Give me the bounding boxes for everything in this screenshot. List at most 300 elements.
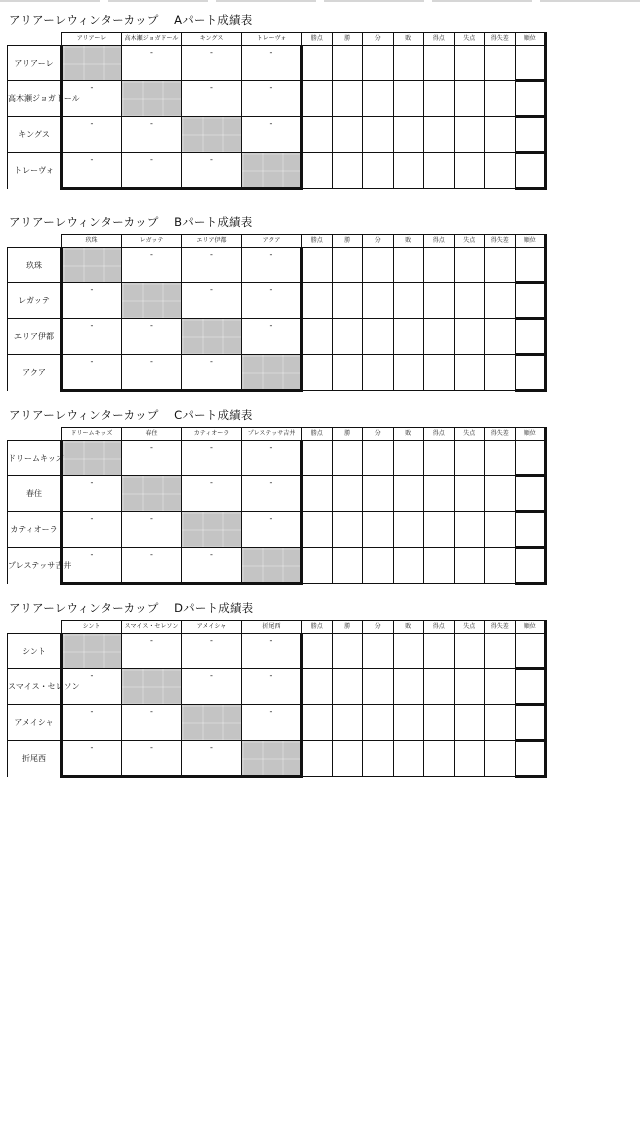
- stat-cell: [515, 548, 546, 584]
- stat-cell: [363, 548, 394, 584]
- team-name: [8, 46, 62, 81]
- match-result-cell: [122, 548, 182, 584]
- stat-cell: [363, 248, 394, 283]
- stat-header: 得点: [424, 621, 455, 634]
- header-row: [8, 33, 546, 46]
- team-name-label: 折尾西: [22, 754, 46, 764]
- stat-cell: [302, 117, 333, 153]
- stat-header: 得失差: [485, 621, 516, 634]
- stat-cell: [485, 512, 516, 548]
- part-section: [0, 600, 640, 764]
- stat-cell: [424, 319, 455, 355]
- stat-cell: [424, 283, 455, 319]
- result-placeholder: -: [150, 357, 153, 366]
- team-name-label: エリア伊都: [14, 332, 54, 341]
- match-result-cell: [182, 634, 242, 669]
- team-name-label: 玖珠: [26, 260, 42, 270]
- opponent-header: アクア: [242, 235, 302, 248]
- stat-cell: [332, 705, 363, 741]
- stat-cell: [485, 248, 516, 283]
- team-row: [8, 705, 546, 741]
- stat-cell: [454, 441, 485, 476]
- team-name-label: プレステッサ吉井: [8, 561, 72, 571]
- match-result-cell: [242, 669, 302, 705]
- match-result-cell: [182, 548, 242, 584]
- match-result-cell: [122, 512, 182, 548]
- match-result-cell: [62, 741, 122, 777]
- opponent-header: ドリームキッズ: [62, 428, 122, 441]
- stat-cell: [424, 81, 455, 117]
- result-placeholder: -: [150, 443, 153, 452]
- stat-header: 失点: [454, 235, 485, 248]
- result-placeholder: -: [90, 321, 94, 330]
- team-name-label: カティオーラ: [10, 525, 58, 534]
- stat-cell: [454, 705, 485, 741]
- stat-cell: [515, 46, 546, 81]
- team-row: [8, 355, 546, 391]
- self-match-cell: [62, 248, 122, 283]
- stat-cell: [515, 248, 546, 283]
- team-name: [8, 512, 62, 548]
- stat-cell: [485, 283, 516, 319]
- stat-cell: [454, 548, 485, 584]
- self-match-cell: [62, 634, 122, 669]
- stat-header: 分: [363, 621, 394, 634]
- result-placeholder: -: [150, 119, 153, 128]
- stat-cell: [485, 153, 516, 189]
- stat-cell: [393, 548, 424, 584]
- team-name-label: レガッテ: [18, 296, 50, 305]
- stat-cell: [363, 741, 394, 777]
- stat-header: 勝: [332, 235, 363, 248]
- opponent-header: 春住: [122, 428, 182, 441]
- result-placeholder: -: [150, 250, 153, 259]
- match-result-cell: [182, 46, 242, 81]
- stat-cell: [393, 634, 424, 669]
- stat-cell: [332, 46, 363, 81]
- match-result-cell: [242, 117, 302, 153]
- match-result-cell: [122, 248, 182, 283]
- stat-header: 敗: [393, 235, 424, 248]
- team-name-label: 春住: [26, 489, 42, 498]
- stat-cell: [363, 512, 394, 548]
- stat-cell: [485, 441, 516, 476]
- stat-cell: [302, 153, 333, 189]
- team-name: [8, 355, 62, 391]
- team-name: [8, 319, 62, 355]
- opponent-header: レガッテ: [122, 235, 182, 248]
- stat-cell: [424, 705, 455, 741]
- opponent-header: 玖珠: [62, 235, 122, 248]
- team-name: [8, 548, 72, 584]
- stat-cell: [515, 512, 546, 548]
- stat-cell: [393, 669, 424, 705]
- stat-cell: [515, 634, 546, 669]
- stat-cell: [363, 669, 394, 705]
- stat-header: 順位: [515, 621, 546, 634]
- result-placeholder: -: [150, 550, 153, 559]
- top-scroll-strip: [0, 0, 640, 3]
- self-match-cell: [242, 355, 302, 391]
- result-placeholder: -: [210, 285, 213, 294]
- result-placeholder: -: [90, 357, 94, 366]
- stat-cell: [393, 46, 424, 81]
- match-result-cell: [122, 634, 182, 669]
- team-name-label: トレーヴォ: [14, 166, 54, 176]
- stat-header: 勝: [332, 621, 363, 634]
- team-row: [8, 319, 546, 355]
- stat-cell: [393, 355, 424, 391]
- match-result-cell: [242, 248, 302, 283]
- opponent-header: アメイシャ: [182, 621, 242, 634]
- stat-cell: [332, 548, 363, 584]
- match-result-cell: [242, 512, 302, 548]
- stat-cell: [424, 117, 455, 153]
- stat-cell: [302, 512, 333, 548]
- stat-cell: [363, 117, 394, 153]
- result-placeholder: -: [269, 514, 273, 523]
- opponent-header: シント: [62, 621, 122, 634]
- stat-cell: [515, 355, 546, 391]
- opponent-header: プレステッサ吉井: [242, 428, 302, 441]
- team-name: [8, 283, 62, 319]
- stat-cell: [302, 669, 333, 705]
- stat-cell: [454, 741, 485, 777]
- stat-cell: [332, 355, 363, 391]
- stat-cell: [454, 46, 485, 81]
- team-row: [8, 634, 546, 669]
- stat-cell: [393, 441, 424, 476]
- match-result-cell: [62, 476, 122, 512]
- stat-cell: [302, 46, 333, 81]
- match-result-cell: [122, 741, 182, 777]
- match-result-cell: [122, 441, 182, 476]
- self-match-cell: [122, 669, 182, 705]
- match-result-cell: [62, 705, 122, 741]
- team-name-label: スマイス・セレソン: [8, 682, 80, 691]
- result-placeholder: -: [269, 48, 273, 57]
- stat-cell: [515, 283, 546, 319]
- stat-header: 順位: [515, 428, 546, 441]
- match-result-cell: [182, 669, 242, 705]
- team-row: [8, 248, 546, 283]
- stat-header: 得点: [424, 33, 455, 46]
- result-placeholder: -: [90, 671, 94, 680]
- result-placeholder: -: [210, 83, 213, 92]
- stat-header: 得失差: [485, 235, 516, 248]
- match-result-cell: [242, 476, 302, 512]
- stat-header: 順位: [515, 235, 546, 248]
- stat-cell: [302, 476, 333, 512]
- stat-cell: [454, 512, 485, 548]
- stat-cell: [363, 441, 394, 476]
- self-match-cell: [122, 81, 182, 117]
- stat-header: 失点: [454, 33, 485, 46]
- stat-header: 失点: [454, 621, 485, 634]
- stat-cell: [515, 669, 546, 705]
- match-result-cell: [182, 248, 242, 283]
- self-match-cell: [62, 46, 122, 81]
- result-placeholder: -: [269, 443, 273, 452]
- stat-cell: [332, 153, 363, 189]
- stat-cell: [332, 669, 363, 705]
- part-title: アリアーレウィンターカップ Aパート成績表: [9, 13, 253, 27]
- stat-header: 得失差: [485, 428, 516, 441]
- standings-table: [7, 620, 547, 778]
- self-match-cell: [242, 741, 302, 777]
- opponent-header: 高木瀬ジョガドール: [122, 33, 182, 46]
- team-row: [8, 669, 546, 705]
- corner-cell: [8, 621, 62, 634]
- result-placeholder: -: [210, 478, 213, 487]
- team-row: [8, 153, 546, 189]
- stat-cell: [485, 741, 516, 777]
- stat-cell: [424, 512, 455, 548]
- self-match-cell: [182, 512, 242, 548]
- stat-cell: [454, 117, 485, 153]
- match-result-cell: [242, 634, 302, 669]
- team-name: [8, 441, 62, 476]
- match-result-cell: [122, 46, 182, 81]
- result-placeholder: -: [90, 285, 94, 294]
- match-result-cell: [182, 476, 242, 512]
- stat-cell: [424, 46, 455, 81]
- stat-cell: [454, 319, 485, 355]
- stat-cell: [393, 319, 424, 355]
- stat-cell: [332, 634, 363, 669]
- stat-cell: [363, 153, 394, 189]
- stat-cell: [332, 81, 363, 117]
- match-result-cell: [122, 319, 182, 355]
- stat-cell: [302, 81, 333, 117]
- match-result-cell: [242, 81, 302, 117]
- result-placeholder: -: [90, 155, 94, 164]
- corner-cell: [8, 428, 62, 441]
- stat-cell: [393, 248, 424, 283]
- team-name-label: 高木瀬ジョガドール: [8, 94, 80, 103]
- stat-cell: [454, 248, 485, 283]
- result-placeholder: -: [210, 671, 213, 680]
- stat-cell: [485, 476, 516, 512]
- stat-cell: [424, 548, 455, 584]
- result-placeholder: -: [90, 83, 94, 92]
- opponent-header: エリア伊都: [182, 235, 242, 248]
- stat-cell: [424, 634, 455, 669]
- header-row: [8, 235, 546, 248]
- result-placeholder: -: [210, 550, 213, 559]
- stat-cell: [332, 741, 363, 777]
- result-placeholder: -: [150, 743, 153, 752]
- stat-cell: [424, 741, 455, 777]
- stat-cell: [515, 476, 546, 512]
- match-result-cell: [62, 319, 122, 355]
- stat-cell: [454, 634, 485, 669]
- self-match-cell: [122, 476, 182, 512]
- stat-cell: [454, 669, 485, 705]
- stat-cell: [363, 81, 394, 117]
- match-result-cell: [122, 153, 182, 189]
- self-match-cell: [182, 319, 242, 355]
- corner-cell: [8, 33, 62, 46]
- match-result-cell: [242, 283, 302, 319]
- header-row: [8, 621, 546, 634]
- stat-cell: [454, 355, 485, 391]
- stat-cell: [485, 81, 516, 117]
- match-result-cell: [242, 441, 302, 476]
- team-name: [8, 117, 62, 153]
- stat-cell: [485, 355, 516, 391]
- match-result-cell: [122, 355, 182, 391]
- stat-cell: [485, 319, 516, 355]
- stat-cell: [363, 283, 394, 319]
- result-placeholder: -: [90, 707, 94, 716]
- stat-header: 敗: [393, 428, 424, 441]
- stat-cell: [302, 741, 333, 777]
- team-name: [8, 634, 62, 669]
- team-name: [8, 705, 62, 741]
- self-match-cell: [242, 548, 302, 584]
- match-result-cell: [182, 81, 242, 117]
- stat-header: 得失差: [485, 33, 516, 46]
- match-result-cell: [62, 512, 122, 548]
- match-result-cell: [62, 283, 122, 319]
- result-placeholder: -: [269, 83, 273, 92]
- opponent-header: スマイス・セレソン: [122, 621, 182, 634]
- team-row: [8, 117, 546, 153]
- stat-cell: [363, 46, 394, 81]
- stat-header: 失点: [454, 428, 485, 441]
- self-match-cell: [182, 705, 242, 741]
- stat-cell: [332, 441, 363, 476]
- result-placeholder: -: [269, 321, 273, 330]
- stat-cell: [424, 355, 455, 391]
- team-row: [8, 548, 546, 584]
- stat-cell: [454, 153, 485, 189]
- stat-cell: [363, 634, 394, 669]
- stat-cell: [302, 283, 333, 319]
- stat-header: 得点: [424, 428, 455, 441]
- result-placeholder: -: [150, 321, 153, 330]
- part-title: アリアーレウィンターカップ Cパート成績表: [9, 408, 253, 422]
- stat-cell: [485, 548, 516, 584]
- self-match-cell: [122, 283, 182, 319]
- stat-header: 勝点: [302, 235, 333, 248]
- match-result-cell: [242, 46, 302, 81]
- standings-table: [7, 427, 547, 585]
- stat-header: 勝: [332, 33, 363, 46]
- result-placeholder: -: [90, 514, 94, 523]
- result-placeholder: -: [210, 443, 213, 452]
- stat-cell: [515, 319, 546, 355]
- team-name-label: キングス: [18, 130, 50, 139]
- stat-cell: [363, 319, 394, 355]
- team-name: [8, 81, 80, 117]
- match-result-cell: [62, 117, 122, 153]
- opponent-header: キングス: [182, 33, 242, 46]
- team-name: [8, 669, 80, 705]
- corner-cell: [8, 235, 62, 248]
- stat-cell: [515, 153, 546, 189]
- stat-cell: [332, 476, 363, 512]
- self-match-cell: [242, 153, 302, 189]
- self-match-cell: [62, 441, 122, 476]
- header-row: [8, 428, 546, 441]
- stat-cell: [393, 512, 424, 548]
- team-name-label: シント: [22, 646, 46, 656]
- match-result-cell: [62, 153, 122, 189]
- team-name-label: アメイシャ: [14, 718, 54, 727]
- result-placeholder: -: [210, 743, 213, 752]
- stat-cell: [454, 476, 485, 512]
- team-name: [8, 741, 62, 777]
- stat-cell: [424, 476, 455, 512]
- stat-cell: [363, 705, 394, 741]
- result-placeholder: -: [210, 250, 213, 259]
- stat-cell: [393, 476, 424, 512]
- team-row: [8, 81, 546, 117]
- stat-cell: [454, 283, 485, 319]
- match-result-cell: [242, 705, 302, 741]
- result-placeholder: -: [150, 636, 153, 645]
- result-placeholder: -: [210, 636, 213, 645]
- part-title: アリアーレウィンターカップ Dパート成績表: [9, 601, 254, 615]
- opponent-header: 折尾西: [242, 621, 302, 634]
- team-name-label: アクア: [22, 368, 46, 378]
- stat-cell: [302, 548, 333, 584]
- stat-cell: [332, 512, 363, 548]
- team-row: [8, 741, 546, 777]
- result-placeholder: -: [269, 707, 273, 716]
- stat-cell: [424, 669, 455, 705]
- stat-cell: [363, 476, 394, 512]
- team-name: [8, 248, 62, 283]
- result-placeholder: -: [210, 155, 213, 164]
- result-placeholder: -: [90, 478, 94, 487]
- stat-cell: [393, 81, 424, 117]
- stat-cell: [393, 283, 424, 319]
- stat-cell: [454, 81, 485, 117]
- self-match-cell: [182, 117, 242, 153]
- match-result-cell: [182, 283, 242, 319]
- stat-header: 敗: [393, 33, 424, 46]
- stat-cell: [302, 634, 333, 669]
- stat-cell: [485, 46, 516, 81]
- result-placeholder: -: [269, 478, 273, 487]
- match-result-cell: [122, 705, 182, 741]
- match-result-cell: [182, 355, 242, 391]
- result-placeholder: -: [269, 671, 273, 680]
- team-row: [8, 46, 546, 81]
- stat-cell: [332, 283, 363, 319]
- stat-header: 勝点: [302, 33, 333, 46]
- stat-cell: [302, 319, 333, 355]
- stat-cell: [332, 319, 363, 355]
- team-name: [8, 153, 62, 189]
- team-name: [8, 476, 62, 512]
- stat-cell: [515, 741, 546, 777]
- team-row: [8, 441, 546, 476]
- stat-cell: [302, 248, 333, 283]
- stat-header: 敗: [393, 621, 424, 634]
- team-row: [8, 512, 546, 548]
- result-placeholder: -: [269, 636, 273, 645]
- result-placeholder: -: [269, 285, 273, 294]
- team-name-label: アリアーレ: [14, 58, 54, 68]
- stat-cell: [302, 355, 333, 391]
- result-placeholder: -: [210, 48, 213, 57]
- stat-header: 分: [363, 235, 394, 248]
- stat-cell: [302, 705, 333, 741]
